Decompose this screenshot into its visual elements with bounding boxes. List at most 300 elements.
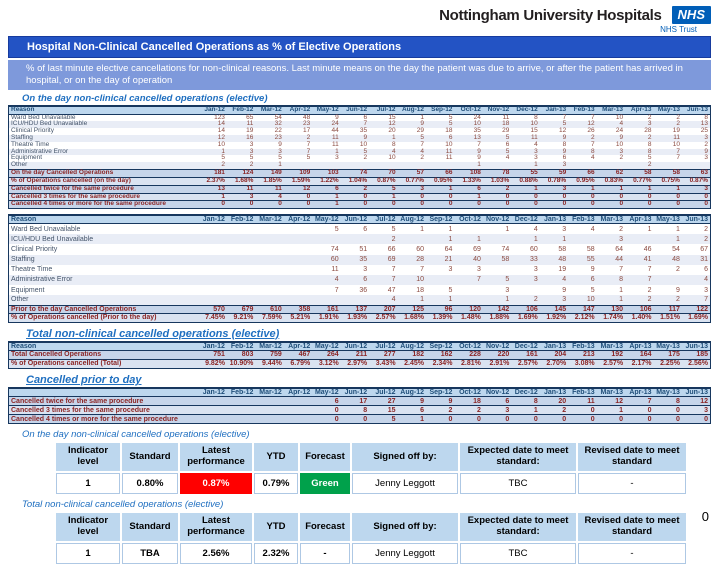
month-header: May-13: [654, 215, 682, 224]
value-cell: [255, 397, 283, 406]
value-cell: [199, 295, 227, 305]
value-cell: 65: [246, 113, 254, 121]
value-cell: 0: [483, 201, 511, 209]
value-cell: 8: [341, 406, 369, 415]
month-header: Apr-13: [625, 342, 653, 351]
value-cell: 264: [312, 351, 340, 360]
value-cell: 1: [426, 185, 454, 193]
month-header: May-13: [654, 342, 682, 351]
value-cell: 0: [255, 201, 283, 209]
value-cell: 1.91%: [312, 314, 340, 322]
value-cell: 58: [558, 245, 567, 253]
value-cell: 12: [369, 121, 397, 128]
value-cell: 2: [341, 185, 369, 193]
value-cell: 161: [312, 305, 340, 313]
value-cell: 7: [654, 149, 682, 156]
month-header: Mar-13: [597, 388, 625, 397]
value-cell: [284, 415, 312, 424]
indicator-value: 1: [56, 473, 120, 494]
value-cell: 6: [363, 113, 368, 121]
value-cell: 0: [341, 201, 369, 209]
value-cell: 0: [199, 201, 227, 209]
value-cell: 10: [672, 140, 680, 148]
value-cell: 0: [454, 201, 482, 209]
value-cell: 0.95%: [426, 177, 454, 185]
value-cell: 1: [312, 149, 340, 156]
row-label-header: Reason: [9, 106, 199, 114]
value-cell: 277: [369, 351, 397, 360]
value-cell: 8: [391, 140, 396, 148]
value-cell: 58: [654, 170, 682, 178]
value-cell: 10: [615, 113, 624, 121]
value-cell: 0: [426, 201, 454, 209]
value-cell: 4: [533, 225, 538, 233]
value-cell: 0: [568, 406, 596, 415]
row-label: % of Operations cancelled (on the day): [9, 177, 199, 185]
value-cell: 12: [558, 127, 567, 135]
value-cell: 5: [647, 154, 652, 162]
table-row: [9, 285, 711, 295]
month-header: Feb-12: [227, 342, 255, 351]
value-cell: 10: [217, 140, 225, 148]
value-cell: 19: [246, 127, 254, 135]
value-cell: 7: [341, 121, 369, 128]
value-cell: [312, 295, 340, 305]
value-cell: 15: [388, 113, 396, 121]
value-cell: 17: [341, 397, 369, 406]
value-cell: 108: [454, 170, 482, 178]
value-cell: 3: [597, 149, 625, 156]
value-cell: 2: [625, 295, 653, 305]
value-cell: 11: [312, 135, 340, 142]
month-header: Feb-13: [568, 106, 596, 114]
month-header: Dec-12: [511, 342, 539, 351]
value-cell: 3: [335, 154, 339, 162]
value-cell: 8: [597, 275, 625, 285]
value-cell: [227, 406, 255, 415]
indicator-value: -: [578, 543, 686, 564]
value-cell: 0: [597, 193, 625, 201]
indicator-value: -: [578, 473, 686, 494]
cancelled-prior-table: [8, 387, 711, 424]
month-header: May-12: [312, 215, 340, 224]
value-cell: 2: [619, 154, 624, 162]
value-cell: 0: [625, 406, 653, 415]
value-cell: 1: [568, 185, 596, 193]
value-cell: 1.68%: [398, 314, 426, 322]
indicator-header: YTD: [254, 443, 298, 471]
value-cell: 0: [369, 201, 397, 209]
value-cell: 2: [483, 185, 511, 193]
value-cell: [483, 265, 511, 275]
value-cell: 2.45%: [398, 360, 426, 369]
value-cell: 7: [625, 397, 653, 406]
value-cell: 2: [227, 162, 255, 169]
value-cell: 1: [255, 162, 283, 169]
value-cell: 2: [363, 154, 368, 162]
value-cell: [483, 234, 511, 244]
indicator-value: 0.79%: [254, 473, 298, 494]
value-cell: 6.79%: [284, 360, 312, 369]
value-cell: 36: [359, 286, 368, 294]
value-cell: 5: [483, 275, 511, 285]
month-header: Jan-13: [540, 388, 568, 397]
row-label: ICU/HDU Bed Unavailable: [9, 121, 199, 128]
value-cell: 3: [483, 406, 511, 415]
value-cell: 125: [398, 305, 426, 313]
value-cell: 7: [306, 140, 311, 148]
month-header: Apr-12: [284, 388, 312, 397]
value-cell: 0: [312, 406, 340, 415]
value-cell: 162: [426, 351, 454, 360]
value-cell: 751: [199, 351, 227, 360]
value-cell: 23: [255, 135, 283, 142]
value-cell: 0: [511, 201, 539, 209]
value-cell: 10: [445, 140, 453, 148]
value-cell: 1: [454, 162, 482, 169]
value-cell: 96: [426, 305, 454, 313]
table-row: [9, 295, 711, 305]
value-cell: [199, 275, 227, 285]
value-cell: 14: [199, 121, 227, 128]
indicator-header: Signed off by:: [352, 443, 458, 471]
value-cell: 7: [682, 295, 711, 305]
month-header: Feb-13: [568, 215, 596, 224]
value-cell: 10: [511, 121, 539, 128]
value-cell: 51: [359, 245, 368, 253]
value-cell: 3: [511, 149, 539, 156]
value-cell: 7: [591, 113, 595, 121]
value-cell: 31: [682, 255, 711, 265]
value-cell: 12: [682, 397, 711, 406]
value-cell: 2.34%: [426, 360, 454, 369]
indicator-header: Revised date to meet standard: [578, 443, 686, 471]
value-cell: 58: [586, 245, 595, 253]
value-cell: [255, 406, 283, 415]
value-cell: 2.12%: [568, 314, 596, 322]
value-cell: 3: [249, 140, 254, 148]
value-cell: 19: [672, 127, 680, 135]
value-cell: 9: [454, 149, 482, 156]
value-cell: 3: [533, 266, 538, 274]
value-cell: 4: [591, 154, 595, 162]
value-cell: 1.69%: [682, 314, 711, 322]
value-cell: 20: [388, 127, 396, 135]
month-header: May-12: [312, 106, 340, 114]
value-cell: [199, 265, 227, 275]
value-cell: 5: [341, 149, 369, 156]
row-label: Other: [9, 162, 199, 169]
value-cell: 2: [568, 135, 596, 142]
row-label: Prior to the day Cancelled Operations: [9, 305, 199, 313]
value-cell: 185: [682, 351, 711, 360]
value-cell: 5: [278, 154, 282, 162]
value-cell: 23: [284, 121, 312, 128]
value-cell: 2: [676, 266, 680, 274]
value-cell: 610: [255, 305, 283, 313]
value-cell: 5: [448, 113, 453, 121]
month-header: Feb-12: [227, 106, 255, 114]
row-label: Cancelled 4 times or more for the same procedure: [9, 201, 199, 209]
value-cell: 149: [255, 170, 283, 178]
table-row: [9, 397, 711, 406]
value-cell: 2.91%: [483, 360, 511, 369]
indicator-header: YTD: [254, 513, 298, 541]
value-cell: 3: [363, 266, 368, 274]
value-cell: 1.93%: [341, 314, 369, 322]
row-label: Total Cancelled Operations: [9, 351, 199, 360]
value-cell: 0: [312, 415, 340, 424]
value-cell: 22: [274, 127, 282, 135]
value-cell: 9: [682, 149, 711, 156]
indicator-header: Signed off by:: [352, 513, 458, 541]
row-label: Administrative Error: [9, 149, 199, 156]
value-cell: 4: [312, 275, 340, 285]
value-cell: 1: [625, 185, 653, 193]
row-label: Cancelled 3 times for the same procedure: [9, 406, 199, 415]
table-row: [9, 415, 711, 424]
value-cell: 0.83%: [597, 177, 625, 185]
row-label: Ward Bed Unavailable: [11, 225, 81, 233]
value-cell: 3: [625, 121, 653, 128]
indicator-value: 0.80%: [122, 473, 178, 494]
month-header: Nov-12: [483, 215, 511, 224]
value-cell: 1.22%: [312, 177, 340, 185]
value-cell: [255, 295, 283, 305]
value-cell: 182: [398, 351, 426, 360]
value-cell: 6: [568, 275, 596, 285]
value-cell: 1: [540, 234, 568, 244]
value-cell: 12: [597, 397, 625, 406]
month-header: Mar-12: [255, 215, 283, 224]
value-cell: 0: [511, 415, 539, 424]
on-the-day-indicator-table: [54, 441, 688, 496]
value-cell: [227, 295, 255, 305]
value-cell: 29: [502, 127, 510, 135]
month-header: Jan-13: [540, 215, 568, 224]
value-cell: 2: [619, 225, 624, 233]
value-cell: 10: [615, 140, 624, 148]
value-cell: 0: [568, 201, 596, 209]
value-cell: 1: [398, 295, 426, 305]
value-cell: 1: [654, 234, 682, 244]
value-cell: 8: [534, 113, 538, 121]
value-cell: 1: [511, 234, 539, 244]
value-cell: 0.77%: [625, 177, 653, 185]
month-header: Jun-12: [341, 342, 369, 351]
value-cell: 3: [597, 234, 625, 244]
value-cell: 58: [625, 170, 653, 178]
value-cell: 0.78%: [540, 177, 568, 185]
value-cell: 137: [341, 305, 369, 313]
value-cell: 18: [445, 127, 453, 135]
row-label: Clinical Priority: [11, 127, 54, 135]
value-cell: 7: [676, 154, 680, 162]
value-cell: 1: [511, 185, 539, 193]
value-cell: 1.88%: [483, 314, 511, 322]
value-cell: 0: [284, 201, 312, 209]
value-cell: 5: [306, 154, 311, 162]
value-cell: 67: [700, 245, 708, 253]
month-header: Oct-12: [454, 106, 482, 114]
month-header: Jul-12: [369, 388, 397, 397]
row-label: % of Operations cancelled (Total): [9, 360, 199, 369]
value-cell: 3: [227, 149, 255, 156]
value-cell: 7: [369, 275, 397, 285]
row-label: Clinical Priority: [11, 245, 58, 253]
value-cell: 2.25%: [654, 360, 682, 369]
value-cell: 0: [540, 193, 568, 201]
value-cell: 74: [341, 170, 369, 178]
month-header: Jun-12: [341, 215, 369, 224]
value-cell: [284, 244, 312, 254]
value-cell: 24: [615, 127, 624, 135]
value-cell: 2: [647, 113, 652, 121]
value-cell: 1: [454, 234, 482, 244]
value-cell: 3: [255, 149, 283, 156]
value-cell: 220: [483, 351, 511, 360]
value-cell: 0: [682, 415, 711, 424]
value-cell: 1: [398, 415, 426, 424]
month-header: Nov-12: [483, 106, 511, 114]
value-cell: [284, 406, 312, 415]
indicator-value: TBC: [460, 543, 576, 564]
value-cell: 7: [619, 266, 624, 274]
value-cell: 8: [704, 113, 708, 121]
value-cell: [454, 224, 482, 234]
value-cell: [227, 285, 255, 295]
month-header: Nov-12: [483, 342, 511, 351]
value-cell: 5: [369, 185, 397, 193]
row-label: Equipment: [11, 154, 43, 162]
value-cell: 2: [704, 140, 708, 148]
value-cell: [568, 234, 596, 244]
value-cell: 1: [597, 295, 625, 305]
value-cell: 1: [312, 201, 340, 209]
value-cell: 2.81%: [454, 360, 482, 369]
value-cell: 55: [511, 170, 539, 178]
value-cell: 24: [473, 113, 481, 121]
value-cell: 8: [647, 140, 652, 148]
value-cell: 0: [625, 415, 653, 424]
value-cell: 26: [587, 127, 595, 135]
value-cell: 0.87%: [682, 177, 711, 185]
value-cell: 7.45%: [199, 314, 227, 322]
value-cell: 11: [511, 135, 539, 142]
value-cell: 0: [227, 201, 255, 209]
month-header: Mar-13: [597, 215, 625, 224]
value-cell: 10: [359, 140, 368, 148]
month-header: Jun-13: [682, 215, 711, 224]
value-cell: 2.57%: [511, 360, 539, 369]
value-cell: 9: [398, 397, 426, 406]
value-cell: 2: [654, 121, 682, 128]
value-cell: 2.37%: [199, 177, 227, 185]
table-row: [9, 244, 711, 254]
value-cell: 1.68%: [227, 177, 255, 185]
value-cell: [625, 234, 653, 244]
month-header: Mar-13: [597, 342, 625, 351]
value-cell: 0: [682, 193, 711, 201]
section-label-total-indicator: Total non-clinical cancelled operations (elective): [22, 499, 224, 511]
value-cell: [284, 265, 312, 275]
value-cell: 4: [398, 149, 426, 156]
value-cell: 2: [682, 234, 711, 244]
value-cell: [255, 265, 283, 275]
month-header: Feb-13: [568, 388, 596, 397]
organisation-name: Nottingham University Hospitals: [439, 6, 662, 24]
month-header: Feb-12: [227, 215, 255, 224]
total-indicator-table: [54, 511, 688, 566]
value-cell: 2.70%: [540, 360, 568, 369]
value-cell: 204: [540, 351, 568, 360]
value-cell: 9: [540, 149, 568, 156]
value-cell: 13: [682, 121, 711, 128]
value-cell: [284, 234, 312, 244]
value-cell: 1: [676, 225, 680, 233]
indicator-value: TBC: [460, 473, 576, 494]
month-header: May-13: [654, 388, 682, 397]
value-cell: 9: [341, 135, 369, 142]
value-cell: 24: [312, 121, 340, 128]
value-cell: 11: [227, 121, 255, 128]
value-cell: 103: [312, 170, 340, 178]
value-cell: 6: [505, 140, 510, 148]
value-cell: 18: [483, 121, 511, 128]
value-cell: [199, 285, 227, 295]
table-row: [9, 128, 711, 135]
value-cell: 5.21%: [284, 314, 312, 322]
row-label: Cancelled 4 times or more for the same procedure: [9, 415, 199, 424]
month-header: Dec-12: [511, 388, 539, 397]
value-cell: 3: [534, 154, 538, 162]
value-cell: 570: [199, 305, 227, 313]
value-cell: [199, 244, 227, 254]
value-cell: 3: [540, 185, 568, 193]
value-cell: 9: [540, 135, 568, 142]
value-cell: 47: [387, 286, 396, 294]
value-cell: 7: [591, 140, 595, 148]
value-cell: 120: [454, 305, 482, 313]
month-header: May-12: [312, 342, 340, 351]
value-cell: 0.87%: [369, 177, 397, 185]
value-cell: 123: [214, 113, 225, 121]
value-cell: 11: [445, 154, 453, 162]
value-cell: 44: [331, 127, 339, 135]
month-header: Sep-12: [426, 106, 454, 114]
value-cell: 1.03%: [483, 177, 511, 185]
value-cell: 6: [312, 185, 340, 193]
table-row: [9, 224, 711, 234]
value-cell: [227, 234, 255, 244]
on-the-day-table: [8, 105, 711, 209]
value-cell: 4: [505, 154, 510, 162]
value-cell: 3: [476, 266, 481, 274]
value-cell: 5: [398, 135, 426, 142]
month-header: Dec-12: [511, 215, 539, 224]
value-cell: 8: [562, 140, 567, 148]
value-cell: [284, 275, 312, 285]
value-cell: 55: [568, 255, 596, 265]
value-cell: [454, 285, 482, 295]
value-cell: 69: [369, 255, 397, 265]
value-cell: [227, 275, 255, 285]
header-row: [9, 342, 711, 351]
row-label: Other: [9, 295, 199, 305]
value-cell: 27: [369, 397, 397, 406]
table-row: [9, 234, 711, 244]
value-cell: [341, 295, 369, 305]
